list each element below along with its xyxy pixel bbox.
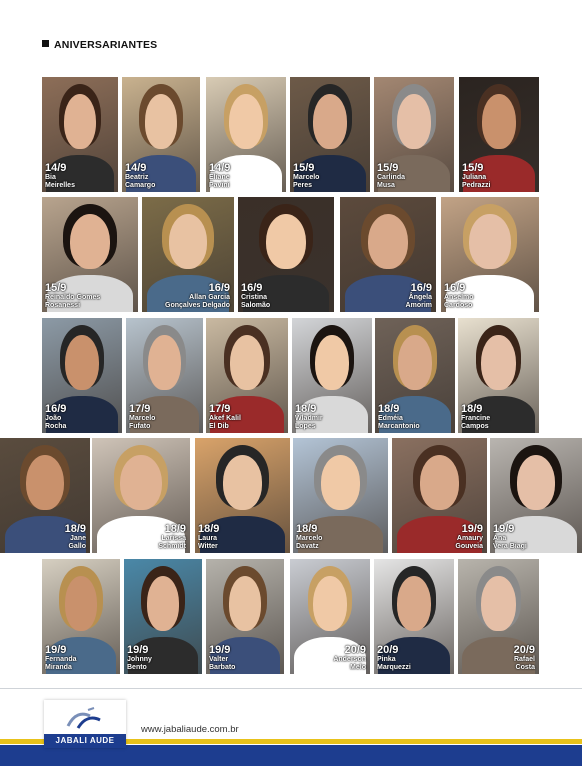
birthday-date: 20/9: [377, 643, 399, 656]
person-name: Eliane: [209, 174, 230, 182]
birthday-date: 18/9: [296, 522, 318, 535]
person-name: Anderson: [333, 656, 366, 664]
person-name: Witter: [198, 542, 218, 550]
birthday-caption: [65, 524, 86, 550]
birthday-caption: [45, 283, 100, 309]
person-name: Miranda: [45, 663, 72, 671]
birthday-caption: [209, 163, 230, 189]
birthday-caption: [198, 524, 219, 550]
portrait-photo: [42, 559, 120, 674]
logo-mark-icon: [64, 706, 104, 732]
person-name: Akef Kalil: [209, 415, 241, 423]
birthday-caption: [514, 645, 535, 671]
person-name: Costa: [515, 663, 535, 671]
face-shape: [147, 576, 180, 631]
birthday-date: 14/9: [125, 161, 147, 174]
portrait-photo: [459, 77, 539, 192]
birthday-caption: [127, 645, 152, 671]
birthday-date: 14/9: [209, 161, 231, 174]
birthday-date: 15/9: [462, 161, 484, 174]
portrait-photo: [238, 197, 334, 312]
birthday-date: 20/9: [513, 643, 535, 656]
person-name: Gouveia: [455, 542, 483, 550]
birthday-caption: [45, 404, 66, 430]
birthday-caption: [129, 404, 155, 430]
birthday-date: 18/9: [461, 402, 483, 415]
birthday-date: 19/9: [127, 643, 149, 656]
portrait-photo: [142, 197, 234, 312]
portrait-photo: [340, 197, 436, 312]
person-name: Cristina: [241, 294, 268, 302]
person-name: Rafael: [513, 656, 535, 664]
birthday-caption: [444, 283, 474, 309]
face-shape: [120, 455, 161, 510]
birthday-date: 14/9: [45, 161, 67, 174]
face-shape: [469, 214, 510, 269]
birthday-date: 19/9: [45, 643, 67, 656]
portrait-photo: [374, 77, 454, 192]
birthday-date: 16/9: [241, 281, 263, 294]
portrait-photo: [42, 77, 118, 192]
person-name: Jane: [70, 535, 86, 543]
person-name: Bento: [127, 663, 147, 671]
portrait-photo: [126, 318, 203, 433]
portrait-photo: [292, 318, 372, 433]
section-header: [42, 39, 157, 51]
person-name: Gallo: [68, 542, 86, 550]
person-name: Marquezzi: [377, 663, 411, 671]
birthday-caption: [333, 645, 366, 671]
face-shape: [65, 576, 98, 631]
jabali-aude-logo[interactable]: [44, 700, 126, 748]
person-name: Davatz: [296, 542, 319, 550]
person-name: Carlinda: [377, 174, 406, 182]
portrait-photo: [374, 559, 454, 674]
person-name: Valter: [209, 656, 229, 664]
birthday-date: 15/9: [293, 161, 315, 174]
person-name: Amorim: [405, 301, 432, 309]
birthday-date: 18/9: [164, 522, 186, 535]
birthday-date: 19/9: [493, 522, 515, 535]
birthday-date: 16/9: [208, 281, 230, 294]
face-shape: [481, 335, 515, 390]
person-name: Rocha: [45, 422, 67, 430]
person-name: Marcelo: [129, 415, 156, 423]
birthday-caption: [158, 524, 186, 550]
face-shape: [26, 455, 64, 510]
person-name: Amaury: [456, 535, 483, 543]
person-name: Musa: [377, 181, 395, 189]
birthday-caption: [241, 283, 270, 309]
birthday-caption: [295, 404, 323, 430]
person-name: Bia: [45, 174, 56, 182]
portrait-photo: [122, 77, 200, 192]
birthday-date: 19/9: [209, 643, 231, 656]
portrait-photo: [293, 438, 388, 553]
person-name: Ângela: [408, 294, 432, 302]
portrait-photo: [42, 318, 122, 433]
birthday-caption: [45, 163, 75, 189]
face-shape: [482, 94, 516, 149]
birthday-date: 17/9: [129, 402, 151, 415]
face-shape: [169, 214, 208, 269]
person-name: Johnny: [127, 656, 152, 664]
person-name: Fufato: [129, 422, 151, 430]
person-name: Peres: [293, 181, 313, 189]
person-name: Francine: [461, 415, 491, 423]
person-name: Vera Biagi: [493, 542, 527, 550]
person-name: Marcelo: [296, 535, 323, 543]
person-name: Cardoso: [444, 301, 473, 309]
face-shape: [266, 214, 306, 269]
person-name: Ana: [493, 535, 507, 543]
face-shape: [230, 335, 264, 390]
face-shape: [517, 455, 556, 510]
birthday-caption: [296, 524, 322, 550]
logo-text: JABALI AUDE: [44, 734, 126, 748]
person-name: Edméia: [378, 415, 403, 423]
portrait-photo: [290, 77, 370, 192]
birthday-date: 16/9: [444, 281, 466, 294]
portrait-photo: [206, 318, 288, 433]
birthday-date: 17/9: [209, 402, 231, 415]
person-name: Salomão: [241, 301, 271, 309]
person-name: Campos: [461, 422, 489, 430]
face-shape: [229, 94, 263, 149]
face-shape: [321, 455, 361, 510]
face-shape: [397, 94, 431, 149]
birthday-date: 16/9: [410, 281, 432, 294]
birthday-date: 18/9: [64, 522, 86, 535]
person-name: Fernanda: [45, 656, 77, 664]
birthday-date: 16/9: [45, 402, 67, 415]
birthday-caption: [455, 524, 483, 550]
person-name: Schmidt: [158, 542, 186, 550]
birthday-date: 18/9: [198, 522, 220, 535]
birthday-caption: [209, 404, 241, 430]
face-shape: [65, 335, 99, 390]
birthday-date: 20/9: [344, 643, 366, 656]
person-name: Allan Garcia: [189, 294, 230, 302]
birthday-date: 15/9: [45, 281, 67, 294]
person-name: Melo: [350, 663, 366, 671]
portrait-photo: [290, 559, 370, 674]
person-name: Gonçalves Delgado: [165, 301, 230, 309]
face-shape: [313, 576, 347, 631]
person-name: Pinka: [377, 656, 396, 664]
portrait-photo: [441, 197, 539, 312]
person-name: Marcantonio: [378, 422, 420, 430]
face-shape: [148, 335, 180, 390]
portrait-photo: [458, 318, 539, 433]
person-name: Anselmo: [444, 294, 474, 302]
portrait-photo: [206, 559, 284, 674]
face-shape: [397, 576, 431, 631]
portrait-photo: [206, 77, 286, 192]
birthday-date: 18/9: [378, 402, 400, 415]
face-shape: [229, 576, 262, 631]
footer-divider: [0, 688, 582, 689]
birthday-caption: [165, 283, 230, 309]
person-name: Reinaldo Gomes: [45, 294, 101, 302]
birthday-caption: [293, 163, 319, 189]
footer-blue-stripe: [0, 745, 582, 766]
birthday-caption: [209, 645, 235, 671]
portrait-photo: [92, 438, 190, 553]
person-name: Marcelo: [293, 174, 320, 182]
person-name: João: [45, 415, 62, 423]
portrait-photo: [392, 438, 487, 553]
portrait-photo: [0, 438, 90, 553]
person-name: Meirelles: [45, 181, 75, 189]
birthday-date: 18/9: [295, 402, 317, 415]
face-shape: [64, 94, 96, 149]
birthday-caption: [45, 645, 77, 671]
birthday-caption: [125, 163, 155, 189]
person-name: Laura: [198, 535, 218, 543]
birthday-date: 15/9: [377, 161, 399, 174]
birthday-caption: [493, 524, 527, 550]
birthday-date: 19/9: [461, 522, 483, 535]
face-shape: [481, 576, 515, 631]
portrait-photo: [124, 559, 202, 674]
face-shape: [145, 94, 178, 149]
person-name: Pedrazzi: [462, 181, 491, 189]
birthday-caption: [406, 283, 432, 309]
person-name: Barbato: [209, 663, 236, 671]
birthday-caption: [377, 163, 405, 189]
website-link[interactable]: www.jabaliaude.com.br: [141, 724, 239, 735]
face-shape: [223, 455, 263, 510]
section-title: ANIVERSARIANTES: [54, 39, 158, 51]
face-shape: [420, 455, 460, 510]
portrait-photo: [195, 438, 290, 553]
birthday-caption: [462, 163, 490, 189]
person-name: El Dib: [209, 422, 229, 430]
person-name: Wladmir: [295, 415, 323, 423]
person-name: Rosanessi: [45, 301, 81, 309]
face-shape: [398, 335, 432, 390]
person-name: Camargo: [125, 181, 156, 189]
person-name: Pavini: [209, 181, 230, 189]
birthday-caption: [377, 645, 411, 671]
portrait-photo: [458, 559, 539, 674]
portrait-photo: [375, 318, 455, 433]
portrait-photo: [42, 197, 138, 312]
face-shape: [315, 335, 349, 390]
person-name: Beatriz: [125, 174, 149, 182]
birthday-caption: [378, 404, 420, 430]
square-bullet-icon: [42, 40, 49, 47]
person-name: Lopes: [295, 422, 316, 430]
person-name: Larissa: [161, 535, 186, 543]
face-shape: [313, 94, 347, 149]
portrait-photo: [490, 438, 582, 553]
face-shape: [368, 214, 408, 269]
person-name: Juliana: [462, 174, 487, 182]
face-shape: [70, 214, 110, 269]
birthday-caption: [461, 404, 490, 430]
